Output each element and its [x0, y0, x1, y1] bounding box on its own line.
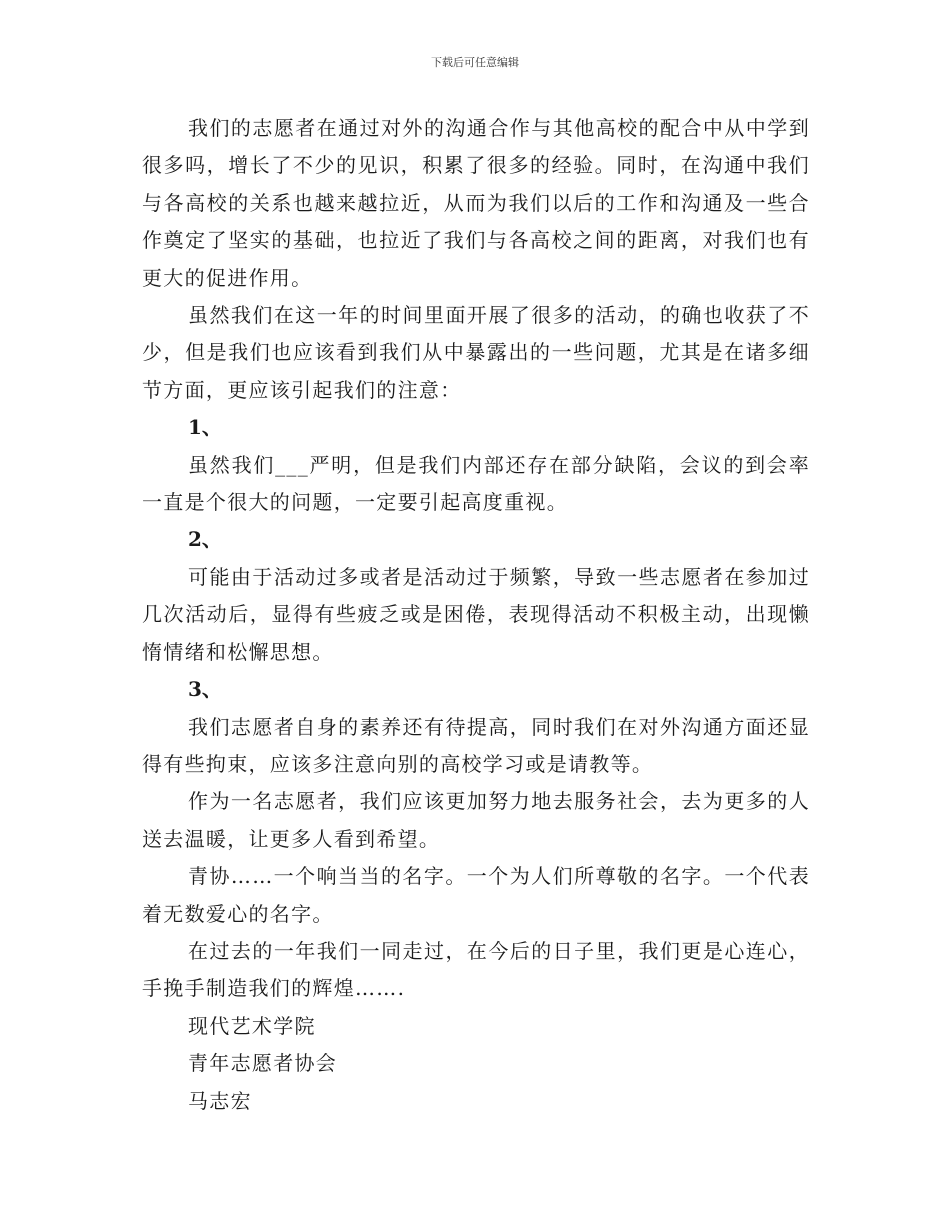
- document-body: [142, 110, 810, 1120]
- signature-association: 青年志愿者协会: [188, 1051, 338, 1076]
- paragraph-problem-1: 虽然我们___严明，但是我们内部还存在部分缺陷，会议的到会率一直是个很大的问题，一定要引起高度重视。: [142, 452, 810, 515]
- paragraph-qingxie: 青协……一个响当当的名字。一个为人们所尊敬的名字。一个代表着无数爱心的名字。: [142, 864, 810, 926]
- paragraph-volunteer-duty: 作为一名志愿者，我们应该更加努力地去服务社会，去为更多的人送去温暖，让更多人看到希望。: [142, 789, 810, 851]
- paragraph-problem-2: 可能由于活动过多或者是活动过于频繁，导致一些志愿者在参加过几次活动后，显得有些疲乏或是困倦，表现得活动不积极主动，出现懒惰情绪和松懈思想。: [142, 564, 810, 664]
- signature-college: 现代艺术学院: [188, 1013, 316, 1038]
- paragraph-closing: 在过去的一年我们一同走过，在今后的日子里，我们更是心连心，手挽手制造我们的辉煌…….: [142, 938, 810, 1001]
- signature-author: 马志宏: [188, 1088, 252, 1113]
- list-number-2: 2、: [188, 527, 222, 552]
- paragraph-problems-intro: 虽然我们在这一年的时间里面开展了很多的活动，的确也收获了不少，但是我们也应该看到我们从中暴露出的一些问题，尤其是在诸多细节方面，更应该引起我们的注意：: [142, 303, 810, 402]
- paragraph-communication: 我们的志愿者在通过对外的沟通合作与其他高校的配合中从中学到很多吗，增长了不少的见识，积累了很多的经验。同时，在沟通中我们与各高校的关系也越来越拉近，从而为我们以后的工作和沟通及一些合作奠定了坚实的基础，也拉近了我们与各高校之间的距离，对我们也有更大的促进作用。: [142, 116, 810, 290]
- page-header: 下载后可任意编辑: [431, 56, 519, 69]
- paragraph-problem-3: 我们志愿者自身的素养还有待提高，同时我们在对外沟通方面还显得有些拘束，应该多注意向别的高校学习或是请教等。: [142, 714, 810, 776]
- list-number-1: 1、: [188, 415, 222, 440]
- list-number-3: 3、: [188, 677, 222, 702]
